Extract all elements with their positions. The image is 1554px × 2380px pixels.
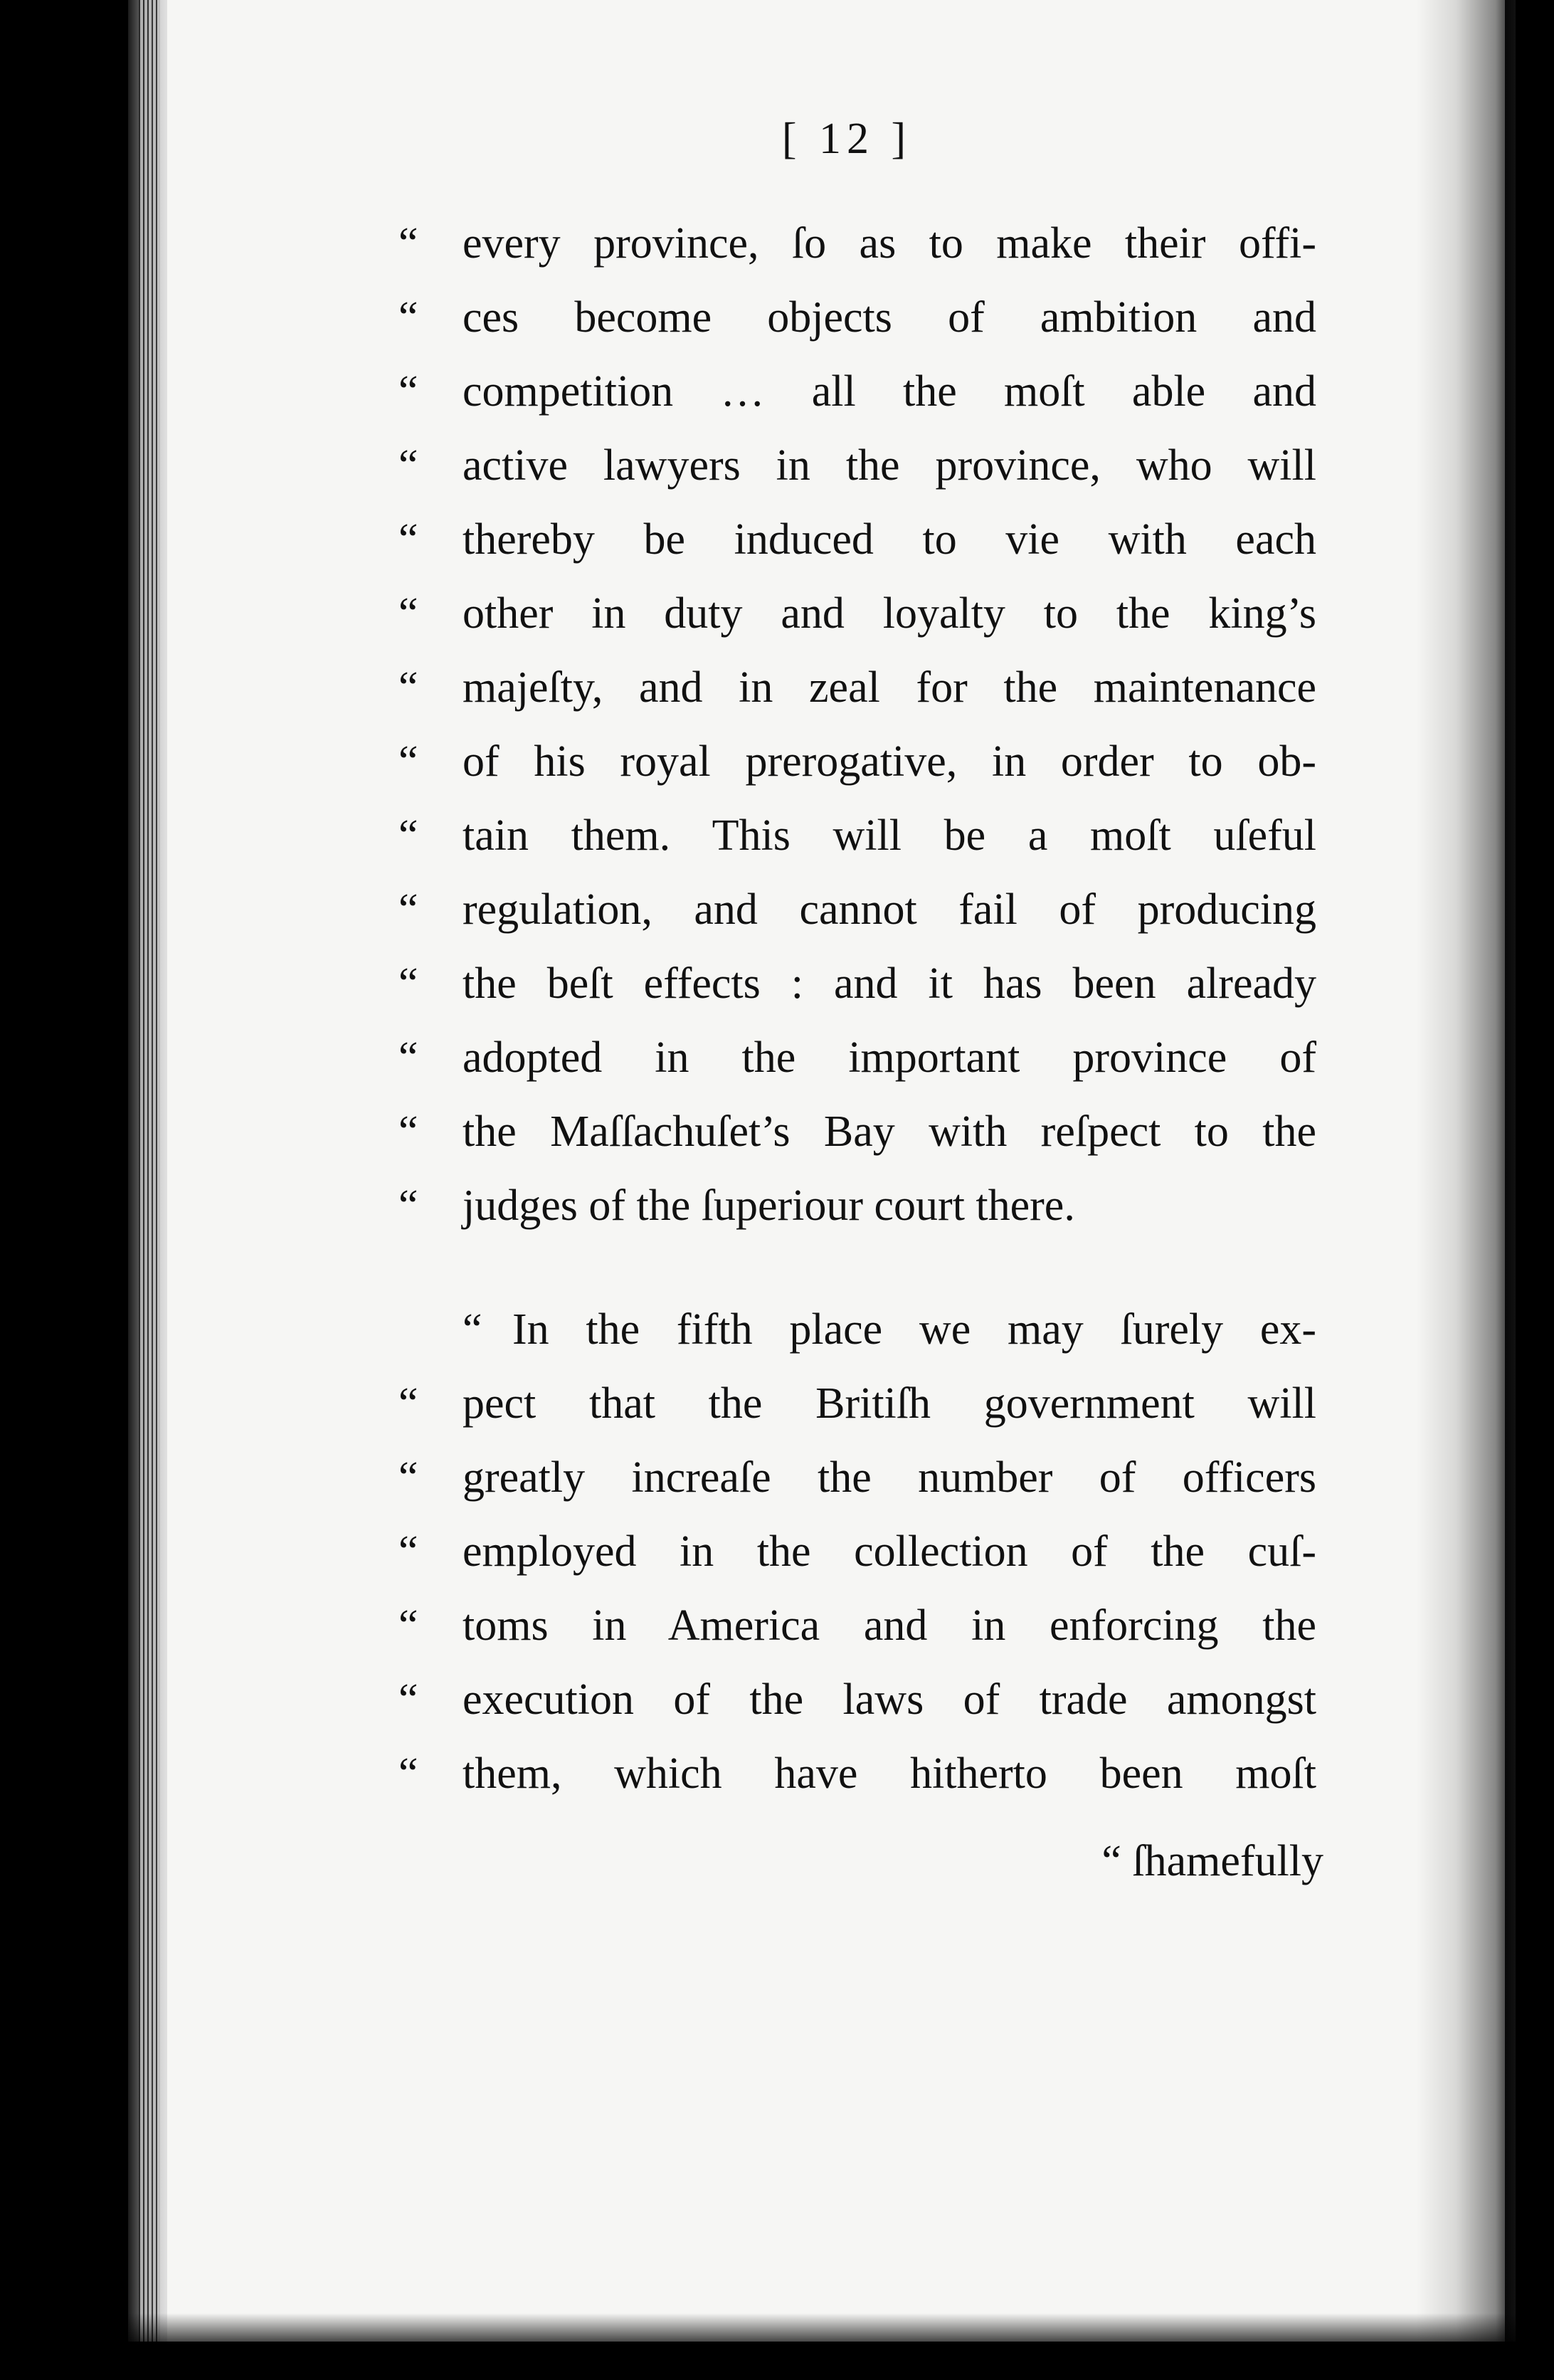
quote-mark: “	[398, 219, 418, 268]
text-line	[398, 1169, 1316, 1243]
line-text: In the fifth place we may ſurely ex-	[512, 1305, 1316, 1354]
text-line	[398, 354, 1316, 428]
line-text: the beſt effects : and it has been already	[462, 959, 1316, 1008]
text-line	[398, 1021, 1316, 1095]
quote-mark: “	[398, 1379, 418, 1428]
line-text: active lawyers in the province, who will	[462, 441, 1316, 490]
line-text: employed in the collection of the cuſ-	[462, 1527, 1316, 1576]
paragraph-2	[398, 1292, 1316, 1811]
line-text: toms in America and in enforcing the	[462, 1601, 1316, 1650]
quote-mark: “	[398, 1601, 418, 1650]
line-text: majeſty, and in zeal for the maintenance	[462, 663, 1316, 712]
text-line	[398, 1441, 1316, 1515]
right-page-shadow	[1416, 0, 1516, 2342]
quote-mark: “	[398, 515, 418, 564]
line-text: the Maſſachuſet’s Bay with reſpect to the	[462, 1107, 1316, 1156]
quote-mark: “	[398, 589, 418, 638]
line-text: every province, ſo as to make their offi-	[462, 219, 1316, 268]
text-line	[398, 576, 1316, 651]
text-line	[398, 280, 1316, 354]
quote-mark: “	[398, 1181, 418, 1230]
text-line	[398, 873, 1316, 947]
line-text: thereby be induced to vie with each	[462, 515, 1316, 564]
text-line	[398, 725, 1316, 799]
quote-mark: “	[462, 1305, 482, 1354]
line-text: tain them. This will be a moſt uſeful	[462, 811, 1316, 860]
paragraph-gap	[398, 1243, 1316, 1292]
line-text: execution of the laws of trade amongst	[462, 1675, 1316, 1724]
text-line	[398, 1292, 1316, 1367]
body-text	[398, 206, 1316, 1811]
line-text: other in duty and loyalty to the king’s	[462, 589, 1316, 638]
quote-mark: “	[398, 1749, 418, 1798]
text-line	[398, 799, 1316, 873]
quote-mark: “	[398, 367, 418, 416]
text-line	[398, 428, 1316, 502]
line-text: pect that the Britiſh government will	[462, 1379, 1316, 1428]
text-line	[398, 206, 1316, 280]
line-text: them, which have hitherto been moſt	[462, 1749, 1316, 1798]
bottom-edge	[0, 2313, 1554, 2380]
text-line	[398, 651, 1316, 725]
quote-mark: “	[398, 811, 418, 860]
text-line	[398, 947, 1316, 1021]
quote-mark: “	[398, 663, 418, 712]
line-text: competition … all the moſt able and	[462, 367, 1316, 416]
line-text: adopted in the important province of	[462, 1033, 1316, 1082]
line-text: greatly increaſe the number of officers	[462, 1453, 1316, 1502]
quote-mark: “	[398, 737, 418, 786]
text-line	[398, 1367, 1316, 1441]
quote-mark: “	[398, 1453, 418, 1502]
line-text: of his royal prerogative, in order to ob-	[462, 737, 1316, 786]
quote-mark: “	[398, 959, 418, 1008]
text-line	[398, 1515, 1316, 1589]
quote-mark: “	[398, 441, 418, 490]
quote-mark: “	[398, 1107, 418, 1156]
quote-mark: “	[398, 293, 418, 342]
quote-mark: “	[398, 1675, 418, 1724]
text-line	[398, 1737, 1316, 1811]
page-number: [ 12 ]	[781, 115, 912, 163]
text-line	[398, 1095, 1316, 1169]
line-text: judges of the ſuperiour court there.	[462, 1181, 1075, 1230]
paragraph-1	[398, 206, 1316, 1243]
page-edges	[139, 0, 160, 2342]
quote-mark: “	[398, 1033, 418, 1082]
text-line	[398, 502, 1316, 576]
line-text: ces become objects of ambition and	[462, 293, 1316, 342]
text-line	[398, 1663, 1316, 1737]
quote-mark: “	[398, 1527, 418, 1576]
text-line	[398, 1589, 1316, 1663]
catchword: “ ſhamefully	[1101, 1837, 1323, 1885]
line-text: regulation, and cannot fail of producing	[462, 885, 1316, 934]
quote-mark: “	[398, 885, 418, 934]
